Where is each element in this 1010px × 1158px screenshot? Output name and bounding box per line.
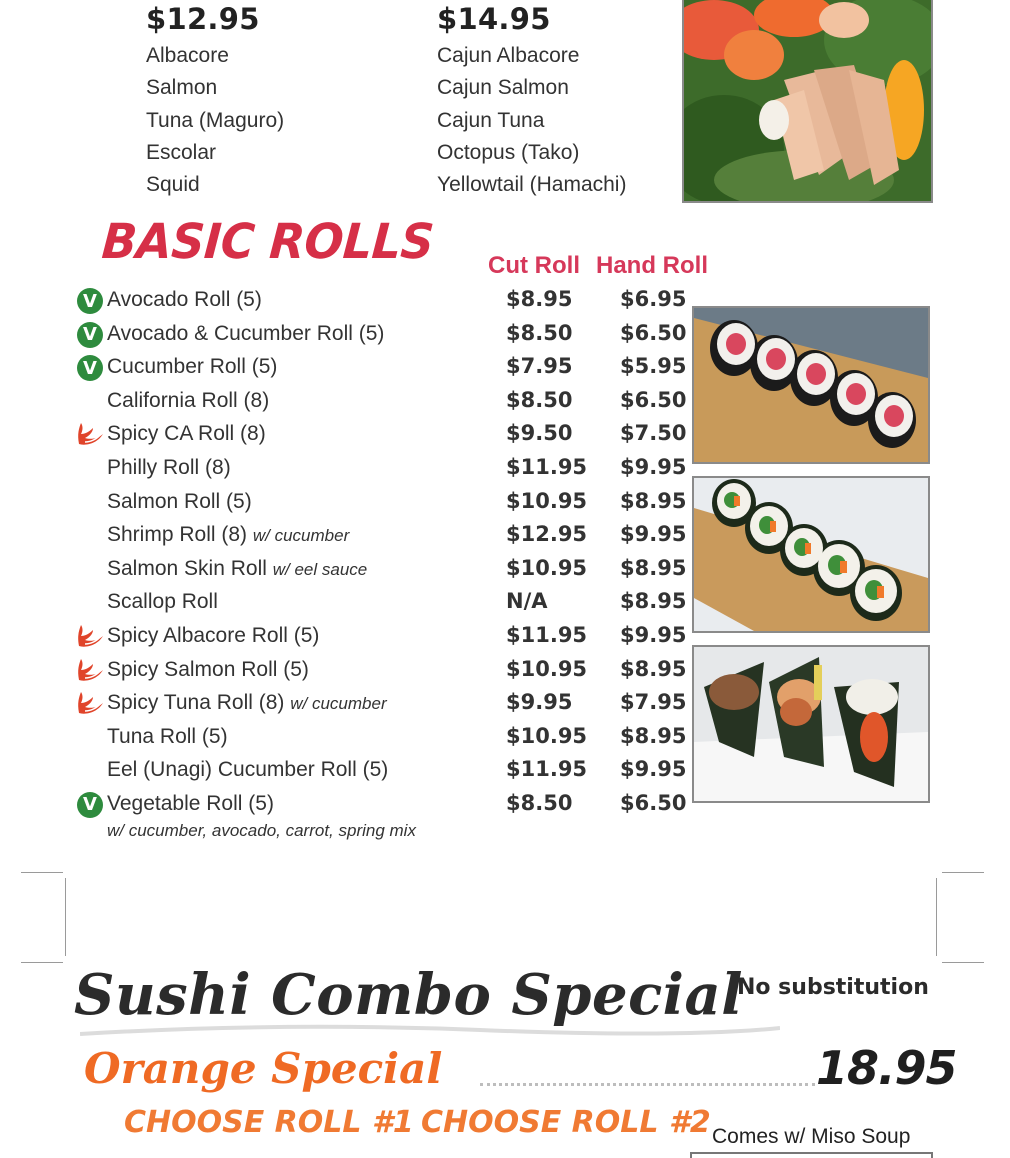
crop-mark: [936, 878, 937, 956]
basic-rolls-title: BASIC ROLLS: [100, 212, 436, 270]
vegetable-roll-photo: [692, 476, 930, 633]
hand-roll-price: $8.95: [620, 555, 687, 580]
no-substitution-note: No substitution: [737, 975, 929, 1000]
cut-roll-price: $10.95: [506, 723, 588, 748]
roll-name-text: Vegetable Roll (5): [107, 791, 274, 815]
roll-note: w/ cucumber: [252, 526, 350, 546]
roll-name: [107, 557, 367, 581]
cut-roll-price: $10.95: [506, 555, 588, 580]
hand-roll-price: $7.50: [620, 421, 687, 446]
sushi-combo-title: Sushi Combo Special: [74, 962, 744, 1028]
col2-item: Cajun Tuna: [437, 108, 545, 132]
roll-row: [0, 788, 700, 822]
cut-roll-header: Cut Roll: [488, 252, 580, 279]
roll-name: [107, 624, 319, 648]
vegetarian-icon: V: [77, 792, 103, 818]
vegetarian-icon: V: [77, 355, 103, 381]
tuna-roll-photo: [692, 306, 930, 464]
roll-name-text: Spicy Salmon Roll (5): [107, 657, 309, 681]
roll-row: [0, 351, 700, 385]
col1-item: Squid: [146, 173, 200, 197]
choose-roll-1-heading: CHOOSE ROLL #1: [124, 1105, 414, 1140]
hand-roll-header: Hand Roll: [596, 252, 708, 279]
roll-name-text: Scallop Roll: [107, 590, 218, 614]
sashimi-col-2: [437, 2, 626, 201]
hand-roll-price: $6.50: [620, 790, 687, 815]
col1-item: Escolar: [146, 140, 217, 164]
cut-roll-price: $10.95: [506, 656, 588, 681]
roll-name-text: Avocado Roll (5): [107, 288, 262, 311]
roll-row: [0, 687, 700, 721]
col2-item: Octopus (Tako): [437, 140, 580, 164]
miso-soup-note: Comes w/ Miso Soup: [712, 1125, 911, 1148]
cut-roll-price: $11.95: [506, 757, 588, 782]
col2-price: $14.95: [437, 2, 551, 36]
roll-row: [0, 486, 700, 520]
cut-roll-price: $8.50: [506, 790, 573, 815]
col2-item: Yellowtail (Hamachi): [437, 173, 627, 197]
roll-row: [0, 418, 700, 452]
sashimi-col-1: [146, 2, 284, 201]
roll-row: [0, 754, 700, 788]
cut-roll-price: $10.95: [506, 488, 588, 513]
vegetarian-icon: V: [77, 288, 103, 314]
hand-roll-price: $5.95: [620, 354, 687, 379]
col1-item: Albacore: [146, 44, 229, 67]
roll-row: [0, 654, 700, 688]
choose-roll-2-heading: CHOOSE ROLL #2: [421, 1105, 711, 1140]
spicy-pepper-icon: [77, 691, 103, 717]
roll-name-text: Spicy CA Roll (8): [107, 422, 266, 446]
cut-roll-price: N/A: [506, 589, 548, 614]
cut-roll-price: $11.95: [506, 454, 588, 479]
hand-roll-price: $9.95: [620, 454, 687, 479]
roll-row: [0, 721, 700, 755]
roll-name: [107, 725, 228, 749]
orange-special-price: 18.95: [816, 1041, 957, 1095]
cut-roll-price: $12.95: [506, 522, 588, 547]
roll-name: [107, 523, 349, 547]
col1-price: $12.95: [146, 2, 260, 36]
hand-roll-price: $8.95: [620, 723, 687, 748]
brush-swash-decoration: [80, 1022, 780, 1042]
roll-name-text: Spicy Albacore Roll (5): [107, 623, 320, 647]
roll-name: [107, 322, 384, 346]
roll-note: w/ cucumber: [290, 694, 387, 714]
roll-row: [0, 620, 700, 654]
roll-name: [107, 658, 309, 682]
roll-name: [107, 422, 266, 446]
spicy-pepper-icon: [77, 658, 103, 684]
crop-mark: [21, 962, 63, 963]
roll-note: w/ eel sauce: [272, 559, 368, 579]
cut-roll-price: $9.95: [506, 690, 573, 715]
roll-name: [107, 355, 277, 379]
hand-roll-price: $6.50: [620, 320, 687, 345]
roll-name: [107, 792, 274, 816]
cut-roll-price: $7.95: [506, 354, 573, 379]
roll-row: [0, 385, 700, 419]
roll-row: [0, 519, 700, 553]
roll-name: [107, 389, 269, 413]
roll-row: [0, 318, 700, 352]
cut-roll-price: $8.50: [506, 387, 573, 412]
hand-roll-photo: [692, 645, 930, 803]
col2-item: Cajun Albacore: [437, 44, 580, 67]
roll-name-text: Shrimp Roll (8): [107, 523, 253, 547]
cut-roll-price: $11.95: [506, 622, 588, 647]
basic-rolls-list: [0, 284, 700, 822]
roll-name-text: Avocado & Cucumber Roll (5): [107, 321, 385, 345]
roll-row: [0, 553, 700, 587]
col2-item: Cajun Salmon: [437, 76, 569, 100]
roll-row: [0, 452, 700, 486]
crop-mark: [942, 872, 984, 873]
crop-mark: [942, 962, 984, 963]
crop-mark: [21, 872, 63, 873]
roll-name-text: Tuna Roll (5): [107, 724, 228, 748]
crop-mark: [65, 878, 66, 956]
hand-roll-price: $8.95: [620, 488, 687, 513]
hand-roll-price: $6.95: [620, 287, 687, 311]
roll-name-text: California Roll (8): [107, 388, 270, 412]
orange-special-title: Orange Special: [84, 1044, 443, 1093]
roll-name-text: Cucumber Roll (5): [107, 355, 278, 379]
hand-roll-price: $8.95: [620, 589, 687, 614]
hand-roll-price: $7.95: [620, 690, 687, 715]
roll-name: [107, 456, 231, 480]
vegetable-roll-note: w/ cucumber, avocado, carrot, spring mix: [107, 821, 416, 840]
roll-row: [0, 586, 700, 620]
roll-name-text: Salmon Roll (5): [107, 489, 252, 513]
roll-name-text: Salmon Skin Roll: [107, 556, 273, 580]
vegetarian-icon: V: [77, 322, 103, 348]
roll-name: [107, 490, 252, 514]
miso-photo-frame: [690, 1152, 933, 1158]
hand-roll-price: $9.95: [620, 522, 687, 547]
hand-roll-price: $8.95: [620, 656, 687, 681]
roll-name-text: Eel (Unagi) Cucumber Roll (5): [107, 758, 389, 782]
spicy-pepper-icon: [77, 624, 103, 650]
col1-item: Tuna (Maguro): [146, 108, 285, 132]
sashimi-salad-photo: [682, 0, 933, 203]
roll-row: [0, 284, 700, 318]
cut-roll-price: $8.50: [506, 320, 573, 345]
roll-name-text: Philly Roll (8): [107, 455, 231, 479]
hand-roll-price: $6.50: [620, 387, 687, 412]
roll-name: [107, 590, 218, 614]
roll-name: [107, 691, 387, 715]
roll-name: [107, 288, 262, 312]
roll-name: [107, 758, 388, 782]
cut-roll-price: $9.50: [506, 421, 573, 446]
hand-roll-price: $9.95: [620, 622, 687, 647]
dot-leader: [480, 1082, 815, 1086]
hand-roll-price: $9.95: [620, 757, 687, 782]
spicy-pepper-icon: [77, 422, 103, 448]
col1-item: Salmon: [146, 76, 218, 100]
cut-roll-price: $8.95: [506, 287, 573, 311]
roll-name-text: Spicy Tuna Roll (8): [107, 691, 291, 715]
